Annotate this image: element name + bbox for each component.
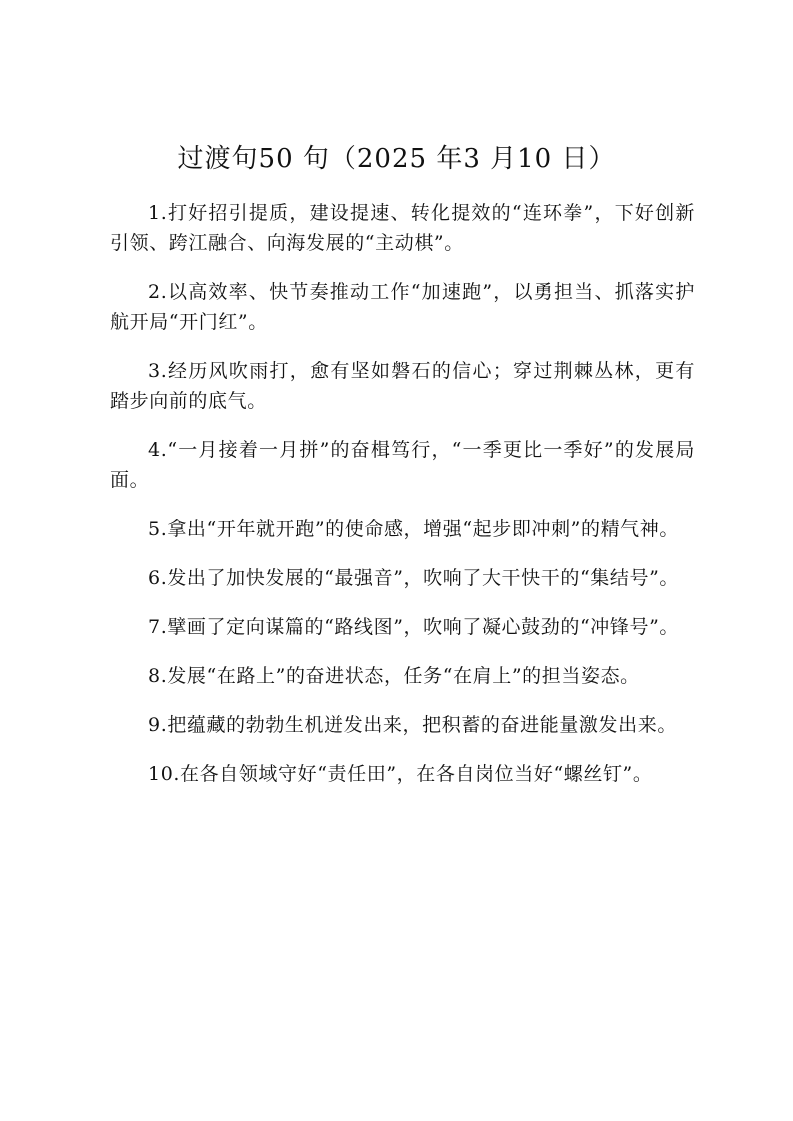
list-item: 5.拿出“开年就开跑”的使命感，增强“起步即冲刺”的精气神。 <box>148 518 679 540</box>
list-item: 3.经历风吹雨打，愈有坚如磐石的信心；穿过荆棘丛林，更有踏步向前的底气。 <box>110 360 695 412</box>
list-item: 2.以高效率、快节奏推动工作“加速跑”，以勇担当、抓落实护航开局“开门红”。 <box>110 281 695 333</box>
list-item: 9.把蕴藏的勃勃生机迸发出来，把积蓄的奋进能量激发出来。 <box>148 714 677 736</box>
list-item: 6.发出了加快发展的“最强音”，吹响了大干快干的“集结号”。 <box>148 567 679 589</box>
list-item: 7.擘画了定向谋篇的“路线图”，吹响了凝心鼓劲的“冲锋号”。 <box>148 616 679 638</box>
document-title: 过渡句50 句（2025 年3 月10 日） <box>177 144 616 174</box>
list-item: 10.在各自领域守好“责任田”，在各自岗位当好“螺丝钉”。 <box>148 763 653 785</box>
list-item: 4.“一月接着一月拼”的奋楫笃行，“一季更比一季好”的发展局面。 <box>110 439 695 491</box>
list-item: 1.打好招引提质，建设提速、转化提效的“连环拳”，下好创新引领、跨江融合、向海发展的“主动棋”。 <box>110 202 695 254</box>
list-item: 8.发展“在路上”的奋进状态，任务“在肩上”的担当姿态。 <box>148 665 640 687</box>
document-body <box>110 198 695 808</box>
